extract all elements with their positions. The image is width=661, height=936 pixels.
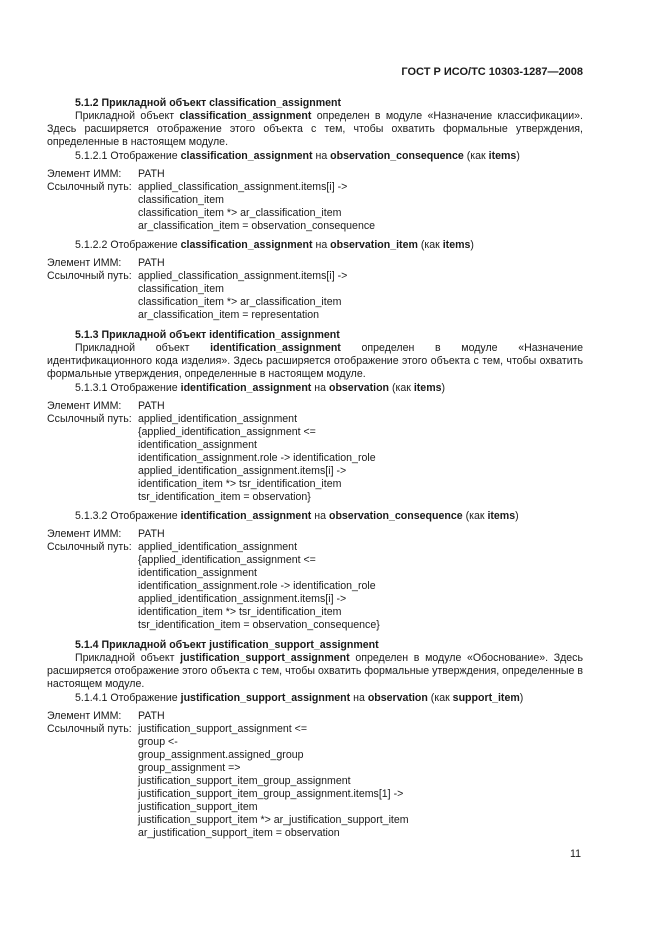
attribute-name: items xyxy=(488,150,517,162)
section-heading-5-1-2: 5.1.2 Прикладной объект classification_assignment xyxy=(75,97,342,109)
mapping-heading-text: (как xyxy=(417,239,443,251)
paragraph-text: определен в модуле «Обоснование». Здесь расширяется отображение этого объекта с тем, чтобы охватить формальные утверждения, определенные в настоящем модуле. xyxy=(47,652,583,690)
reference-path-line: classification_item xyxy=(138,283,224,295)
mapping-heading-text: (как xyxy=(389,382,414,394)
entity-name: observation xyxy=(367,692,428,704)
mapping-block-5-1-2-2 xyxy=(47,257,583,322)
mapping-heading-text: (как xyxy=(463,150,489,162)
mapping-heading-text: на xyxy=(312,150,331,162)
mapping-heading-text: ) xyxy=(441,382,446,394)
page-content xyxy=(47,95,583,840)
paragraph-text: Прикладной объект xyxy=(75,342,211,354)
aim-element-value: PATH xyxy=(138,400,165,412)
mapping-heading-text: 5.1.3.2 Отображение xyxy=(75,510,181,522)
mapping-heading-text: 5.1.2.2 Отображение xyxy=(75,239,181,251)
reference-path-line: ar_justification_support_item = observation xyxy=(138,827,340,839)
entity-name: observation xyxy=(328,382,390,394)
mapping-heading-text: (как xyxy=(462,510,488,522)
mapping-block-5-1-4-1 xyxy=(47,710,583,840)
mapping-heading-text: ) xyxy=(470,239,474,251)
aim-element-label: Элемент ИММ: xyxy=(47,257,122,269)
mapping-heading-text: 5.1.2.1 Отображение xyxy=(75,150,181,162)
reference-path-line: {applied_identification_assignment <= xyxy=(138,426,316,438)
paragraph-text: определен в модуле «Назначение идентификационного кода изделия». Здесь расширяется отображение этого объекта с тем, чтобы охватить формальные утверждения, определенные в настоящем модуле. xyxy=(47,342,583,380)
reference-path-line: justification_support_item_group_assignment.items[1] -> xyxy=(138,788,404,800)
page-number: 11 xyxy=(570,848,581,860)
entity-name: identification_assignment xyxy=(180,510,312,522)
section-heading-5-1-3: 5.1.3 Прикладной объект identification_assignment xyxy=(75,329,340,341)
section-paragraph-5-1-4 xyxy=(47,652,583,691)
reference-path-line: justification_support_item *> ar_justification_support_item xyxy=(138,814,409,826)
attribute-name: items xyxy=(413,382,442,394)
entity-name: classification_assignment xyxy=(180,150,313,162)
entity-name: observation_consequence xyxy=(330,150,464,162)
mapping-heading-text: на xyxy=(311,510,329,522)
reference-path-line: tsr_identification_item = observation} xyxy=(138,491,311,503)
reference-path-label: Ссылочный путь: xyxy=(47,413,132,425)
reference-path-line: identification_item *> tsr_identification_item xyxy=(138,606,342,618)
mapping-block-5-1-3-1 xyxy=(47,400,583,504)
reference-path-line: classification_item *> ar_classification_item xyxy=(138,296,342,308)
entity-name: classification_assignment xyxy=(179,110,312,122)
attribute-name: support_item xyxy=(452,692,520,704)
entity-name: observation_consequence xyxy=(328,510,463,522)
mapping-heading-5-1-2-1 xyxy=(47,150,583,163)
mapping-heading-text: ) xyxy=(516,150,520,162)
reference-path-label: Ссылочный путь: xyxy=(47,181,132,193)
attribute-name: items xyxy=(487,510,516,522)
aim-element-value: PATH xyxy=(138,710,165,722)
reference-path-line: applied_classification_assignment.items[i] -> xyxy=(138,270,348,282)
paragraph-text: Прикладной объект xyxy=(75,652,181,664)
mapping-heading-text: (как xyxy=(427,692,453,704)
reference-path-line: identification_assignment xyxy=(138,567,257,579)
paragraph-text: определен в модуле «Назначение классификации». Здесь расширяется отображение этого объекта с тем, чтобы охватить формальные утверждения, определенные в настоящем модуле. xyxy=(47,110,583,148)
reference-path-line: applied_identification_assignment xyxy=(138,541,298,553)
mapping-heading-text: 5.1.3.1 Отображение xyxy=(75,382,181,394)
mapping-heading-text: на xyxy=(312,239,331,251)
mapping-heading-text: на xyxy=(350,692,368,704)
reference-path-line: ar_classification_item = observation_consequence xyxy=(138,220,376,232)
reference-path-line: identification_assignment xyxy=(138,439,257,451)
section-paragraph-5-1-2 xyxy=(47,110,583,149)
reference-path-line: justification_support_item_group_assignment xyxy=(138,775,351,787)
reference-path-line: identification_item *> tsr_identification_item xyxy=(138,478,342,490)
reference-path-line: applied_classification_assignment.items[i] -> xyxy=(138,181,348,193)
entity-name: classification_assignment xyxy=(180,239,313,251)
aim-element-label: Элемент ИММ: xyxy=(47,528,122,540)
aim-element-value: PATH xyxy=(138,168,165,180)
reference-path-line: group_assignment => xyxy=(138,762,241,774)
paragraph-text: Прикладной объект xyxy=(75,110,180,122)
mapping-heading-5-1-3-2 xyxy=(47,510,583,523)
mapping-block-5-1-2-1 xyxy=(47,168,583,233)
entity-name: identification_assignment xyxy=(180,382,312,394)
entity-name: observation_item xyxy=(330,239,418,251)
reference-path-line: classification_item xyxy=(138,194,224,206)
reference-path-line: justification_support_assignment <= xyxy=(138,723,308,735)
mapping-heading-5-1-3-1 xyxy=(47,382,583,395)
entity-name: identification_assignment xyxy=(210,342,341,354)
reference-path-line: justification_support_item xyxy=(138,801,258,813)
section-paragraph-5-1-3 xyxy=(47,342,583,381)
reference-path-line: group <- xyxy=(138,736,178,748)
entity-name: justification_support_assignment xyxy=(180,652,350,664)
reference-path-label: Ссылочный путь: xyxy=(47,270,132,282)
reference-path-line: {applied_identification_assignment <= xyxy=(138,554,316,566)
aim-element-label: Элемент ИММ: xyxy=(47,710,122,722)
reference-path-line: ar_classification_item = representation xyxy=(138,309,320,321)
reference-path-line: identification_assignment.role -> identification_role xyxy=(138,580,376,592)
reference-path-label: Ссылочный путь: xyxy=(47,723,132,735)
mapping-heading-text: ) xyxy=(515,510,519,522)
aim-element-value: PATH xyxy=(138,528,165,540)
section-heading-5-1-4: 5.1.4 Прикладной объект justification_support_assignment xyxy=(75,639,379,651)
reference-path-line: group_assignment.assigned_group xyxy=(138,749,304,761)
reference-path-line: identification_assignment.role -> identification_role xyxy=(138,452,376,464)
aim-element-label: Элемент ИММ: xyxy=(47,168,122,180)
aim-element-label: Элемент ИММ: xyxy=(47,400,122,412)
mapping-block-5-1-3-2 xyxy=(47,528,583,632)
reference-path-line: applied_identification_assignment.items[i] -> xyxy=(138,593,347,605)
attribute-name: items xyxy=(442,239,471,251)
mapping-heading-5-1-4-1 xyxy=(47,692,583,705)
reference-path-line: applied_identification_assignment.items[i] -> xyxy=(138,465,347,477)
aim-element-value: PATH xyxy=(138,257,165,269)
mapping-heading-text: 5.1.4.1 Отображение xyxy=(75,692,181,704)
reference-path-label: Ссылочный путь: xyxy=(47,541,132,553)
mapping-heading-text: ) xyxy=(519,692,524,704)
mapping-heading-text: на xyxy=(311,382,329,394)
reference-path-line: applied_identification_assignment xyxy=(138,413,298,425)
reference-path-line: classification_item *> ar_classification_item xyxy=(138,207,342,219)
document-header: ГОСТ Р ИСО/ТС 10303-1287—2008 xyxy=(401,66,583,78)
entity-name: justification_support_assignment xyxy=(180,692,351,704)
mapping-heading-5-1-2-2 xyxy=(47,239,583,252)
reference-path-line: tsr_identification_item = observation_consequence} xyxy=(138,619,380,631)
